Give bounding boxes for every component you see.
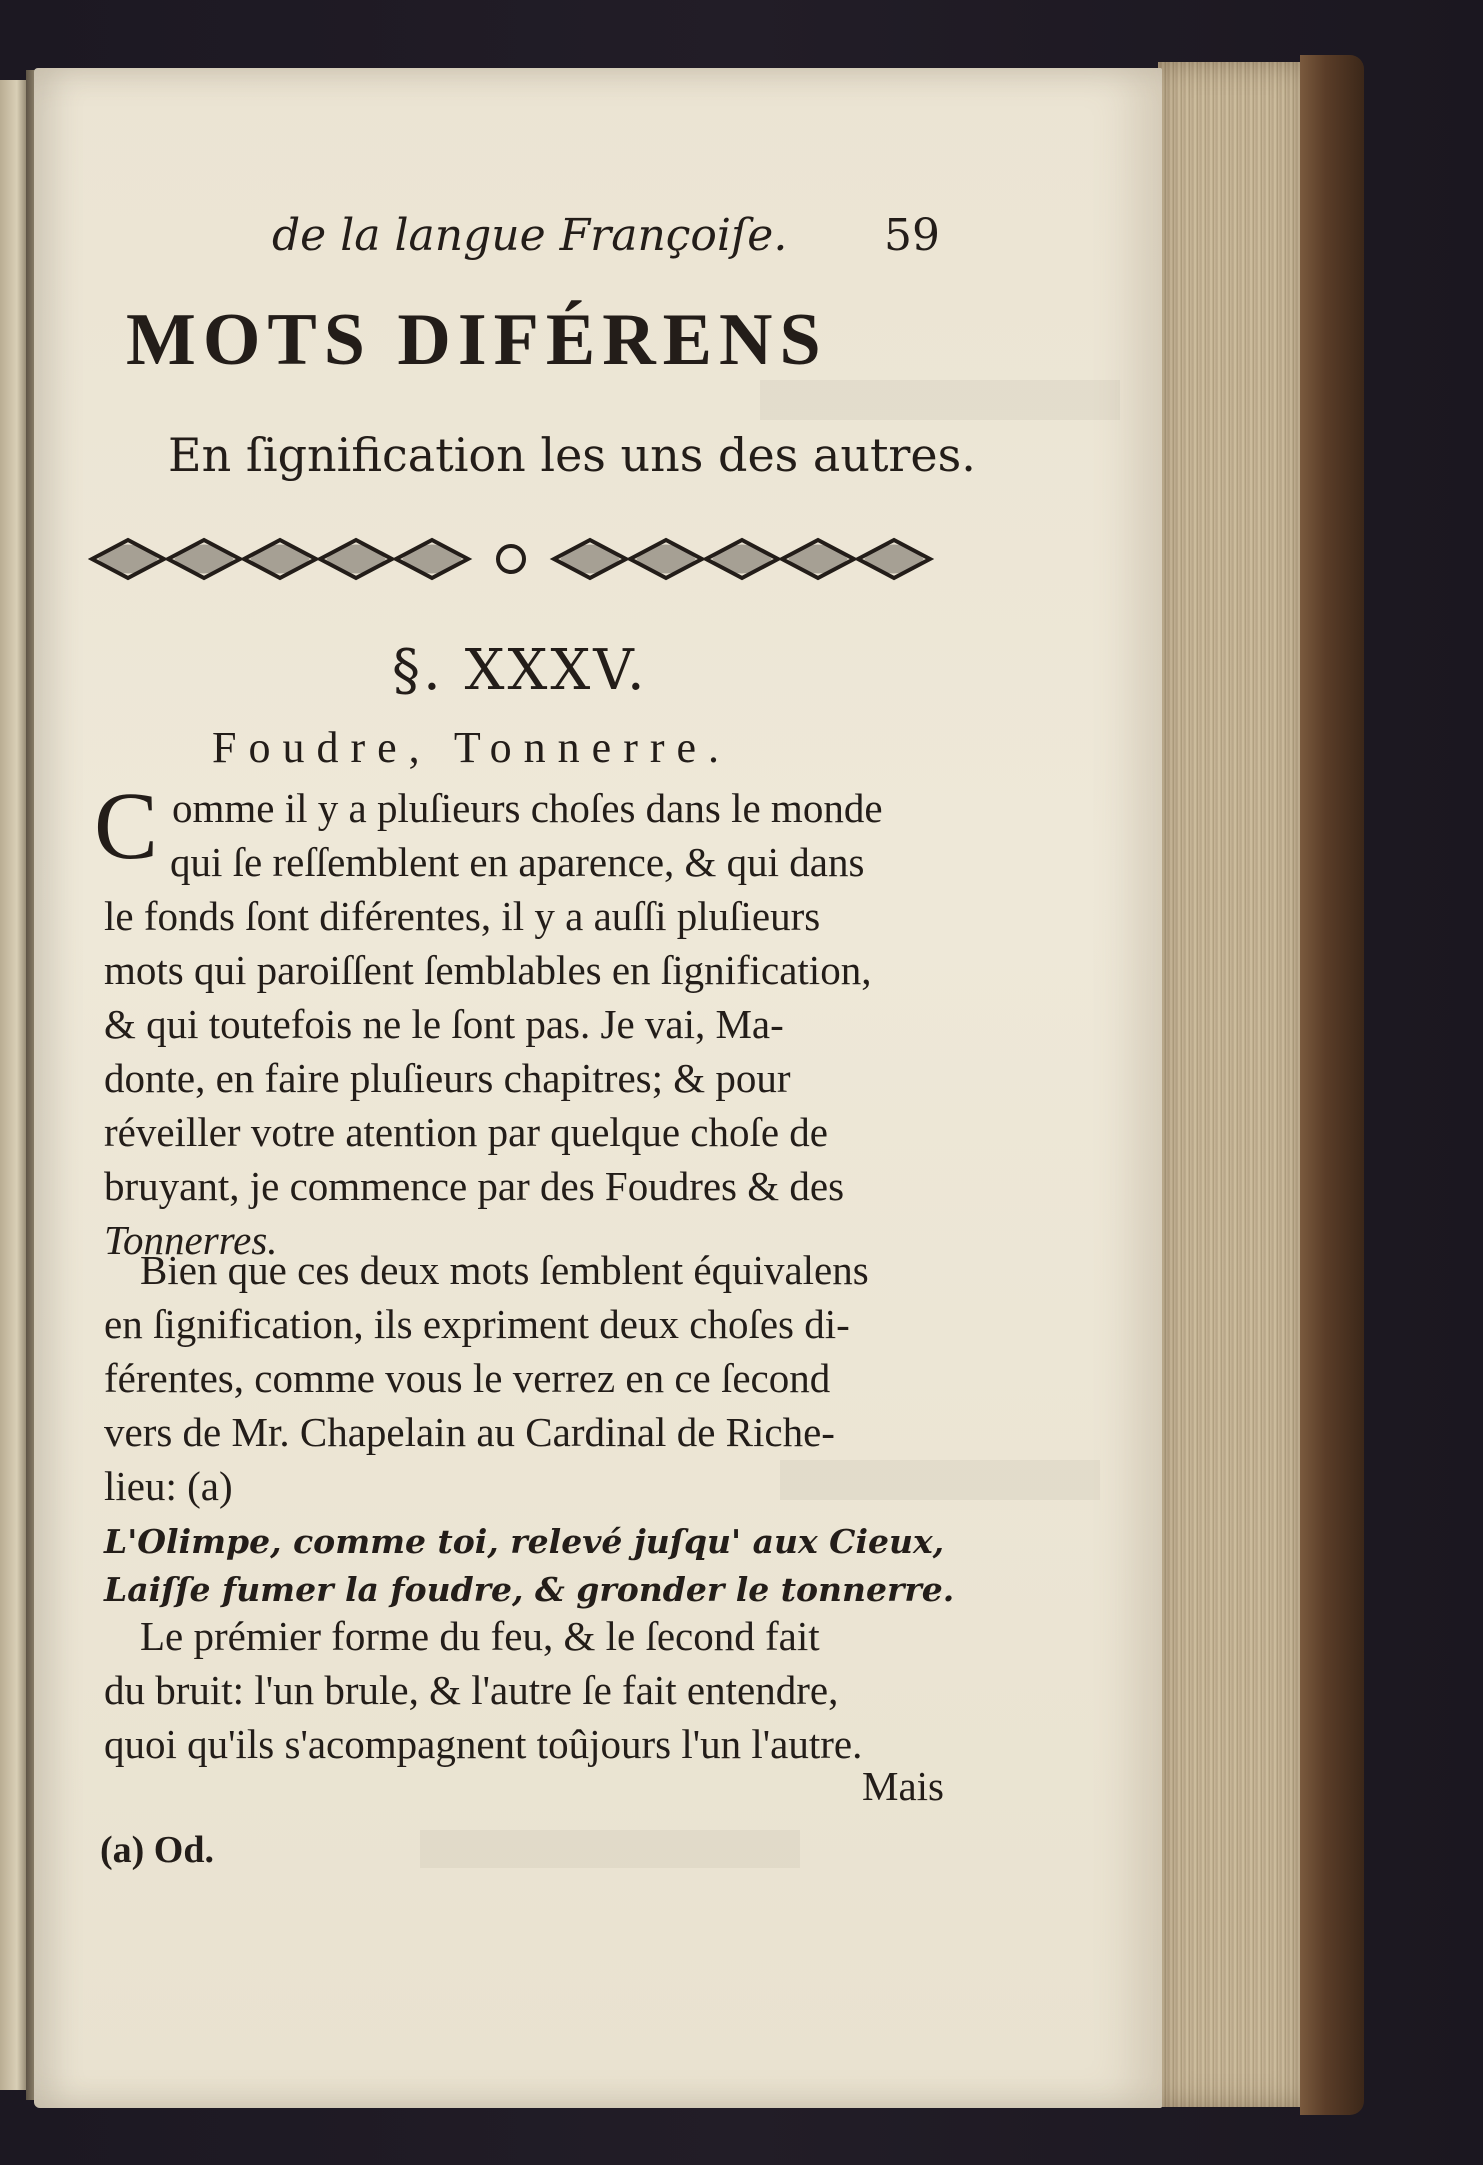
chapter-title: MOTS DIFÉRENS — [126, 299, 828, 381]
text-line: férentes, comme vous le verrez en ce ſecond — [104, 1355, 831, 1401]
text-line: omme il y a pluſieurs choſes dans le monde — [172, 785, 883, 831]
bleed-through-mark — [780, 1460, 1100, 1500]
text-line: & qui toutefois ne le ſont pas. Je vai, Ma- — [104, 1001, 784, 1047]
bleed-through-mark — [760, 380, 1120, 420]
text-line: donte, en faire pluſieurs chapitres; & pour — [104, 1055, 791, 1101]
text-line: quoi qu'ils s'acompagnent toûjours l'un l'autre. — [104, 1721, 863, 1767]
footnote: (a) Od. — [100, 1829, 214, 1871]
ornamental-band — [88, 530, 934, 588]
text-line: du bruit: l'un brule, & l'autre ſe fait entendre, — [104, 1667, 839, 1713]
chapter-subtitle: En ſignification les uns des autres. — [168, 428, 976, 482]
section-heading: Foudre, Tonnerre. — [212, 723, 732, 772]
book-cover-edge — [1300, 55, 1364, 2115]
section-number: §. XXXV. — [392, 638, 648, 703]
catchword: Mais — [862, 1763, 944, 1809]
verse-line: L'Olimpe, comme toi, relevé juſqu' aux Cieux, — [104, 1522, 945, 1561]
facing-page-edge — [0, 80, 28, 2090]
verse-line: Laiſſe fumer la foudre, & gronder le tonnerre. — [104, 1570, 955, 1609]
text-line: en ſignification, ils expriment deux choſes di- — [104, 1301, 850, 1347]
text-line: Bien que ces deux mots ſemblent équivalens — [140, 1247, 869, 1293]
text-line: lieu: (a) — [104, 1463, 233, 1509]
text-line: Le prémier forme du feu, & le ſecond fait — [140, 1613, 820, 1659]
text-line: Tonnerres. — [104, 1217, 278, 1263]
drop-cap: C — [94, 772, 159, 879]
text-line: qui ſe reſſemblent en aparence, & qui dans — [170, 839, 865, 885]
bleed-through-mark — [420, 1830, 800, 1868]
page-block-edges — [1158, 62, 1308, 2107]
text-line: le fonds ſont diférentes, il y a auſſi pluſieurs — [104, 893, 821, 939]
text-line: bruyant, je commence par des Foudres & des — [104, 1163, 845, 1209]
text-line: vers de Mr. Chapelain au Cardinal de Riche- — [104, 1409, 835, 1455]
running-head: de la langue Françoiſe. — [272, 210, 788, 261]
page-number: 59 — [884, 210, 940, 261]
text-line: mots qui paroiſſent ſemblables en ſignification, — [104, 947, 872, 993]
text-line: réveiller votre atention par quelque choſe de — [104, 1109, 829, 1155]
